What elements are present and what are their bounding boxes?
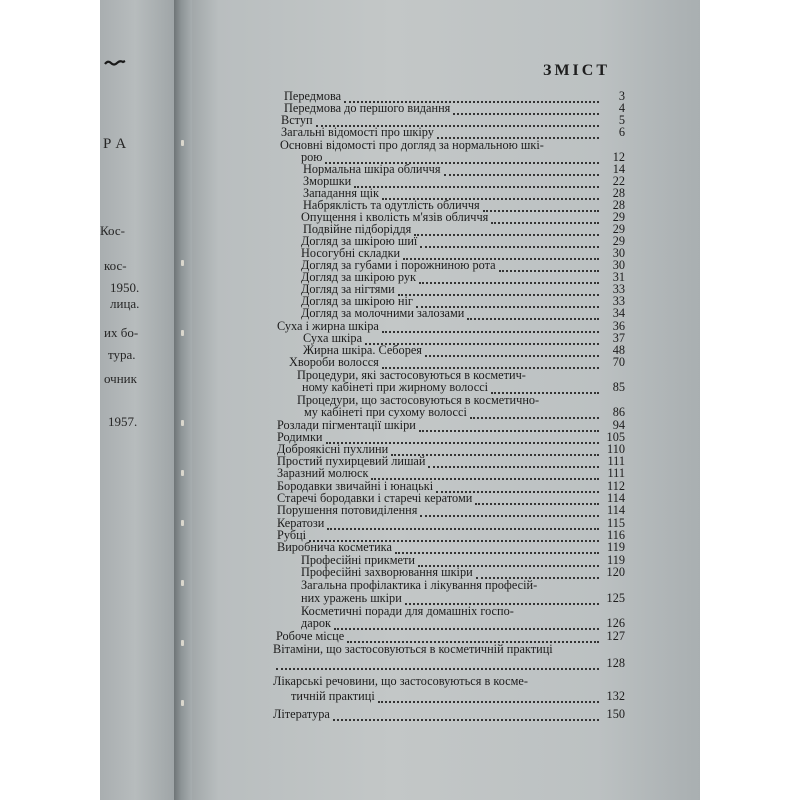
toc-page-number: 22 [612,174,625,188]
toc-entry: му кабінеті при сухому волоссі [304,405,467,419]
toc-entry: ному кабінеті при жирному волоссі [302,380,489,394]
leader-dots [398,292,599,296]
toc-entry: Процедури, що застосовуються в косметично- [297,393,540,407]
leader-dots [333,717,599,721]
toc-page-number: 29 [612,234,625,248]
toc-page-number: 150 [606,707,625,721]
leader-dots [483,208,599,212]
toc-entry: Носогубні складки [301,246,401,260]
toc-page-number: 29 [612,222,625,236]
toc-entry: Догляд за шкірою шиї [301,234,418,248]
toc-page-number: 33 [612,294,625,308]
toc-page-number: 28 [612,186,625,200]
left-fragment-7: тура. [108,347,136,362]
toc-entry: Робоче місце [276,629,345,643]
toc-entry: Література [273,707,330,721]
toc-page-number: 30 [612,246,625,260]
leader-dots [425,353,599,357]
toc-entry: Хвороби волосся [289,355,379,369]
toc-entry: Западання щік [303,186,379,200]
toc-page-number: 111 [607,454,625,468]
leader-dots [414,232,599,236]
toc-entry: них уражень шкіри [301,591,402,605]
toc-page-number: 48 [612,343,625,357]
toc-entry: Загальні відомості про шкіру [281,125,434,139]
leader-dots [334,626,599,630]
toc-page-number: 110 [607,442,625,456]
toc-page-number: 112 [607,479,625,493]
toc-page-number: 28 [612,198,625,212]
toc-entry: Догляд за шкірою рук [301,270,416,284]
toc-title: ЗМІСТ [543,62,610,79]
toc-entry: Догляд за губами і порожниною рота [301,258,496,272]
toc-page-number: 36 [612,319,625,333]
toc-page-number: 5 [618,113,625,127]
toc-entry: Процедури, які застосовуються в косметич- [297,368,526,382]
left-fragment-5: лица. [110,296,140,311]
leader-dots [491,220,599,224]
toc-page-number: 116 [607,528,625,542]
toc-page-number: 29 [612,210,625,224]
left-fragment-8: очник [104,371,137,386]
toc-page-number: 6 [618,125,625,139]
leader-dots [428,464,599,468]
toc-entry: Догляд за шкірою ніг [301,294,413,308]
toc-page-number: 85 [612,380,625,394]
toc-page-number: 128 [606,656,625,670]
toc-entry: Косметичні поради для домашніх госпо- [301,604,514,618]
toc-entry: Догляд за молочними залозами [301,306,465,320]
leader-dots [354,184,599,188]
leader-dots [444,172,600,176]
toc-entry: дарок [301,616,331,630]
leader-dots [382,329,599,333]
leader-dots [395,550,599,554]
toc-entry: Заразний молюск [277,466,369,480]
toc-page-number: 3 [618,89,625,103]
toc-page-number: 30 [612,258,625,272]
toc-entry: тичній практиці [291,689,375,703]
left-fragment-1: РА [103,136,133,152]
toc-page-number: 70 [612,355,625,369]
leader-dots [419,280,599,284]
toc-entry: Загальна профілактика і лікування професій- [301,578,538,592]
toc-entry: Професійні захворювання шкіри [301,565,473,579]
toc-entry: Опущення і кволість м'язів обличчя [301,210,489,224]
toc-page-number: 119 [607,553,625,567]
left-fragment-9: 1957. [108,414,138,429]
toc-entry: Доброякісні пухлини [277,442,389,456]
toc-entry: Суха шкіра [303,331,363,345]
leader-dots [419,428,599,432]
toc-page-number: 115 [607,516,625,530]
leader-dots [378,699,599,703]
toc-entry: Передмова [284,89,342,103]
toc-page-number: 31 [612,270,625,284]
toc-entry: Основні відомості про догляд за нормальною шкі- [280,138,544,152]
toc-entry: Вступ [281,113,313,127]
toc-entry: Порушення потовиділення [277,503,418,517]
leader-dots [499,268,599,272]
leader-dots [327,526,599,530]
toc-entry: Догляд за нігтями [301,282,395,296]
toc-entry: Жирна шкіра. Себорея [303,343,422,357]
leader-dots [470,415,599,419]
toc-page-number: 105 [606,430,625,444]
toc-entry: Суха і жирна шкіра [277,319,379,333]
left-fragment-4: 1950. [110,280,140,295]
toc-page-number: 37 [612,331,625,345]
toc-page-number: 14 [612,162,625,176]
toc-page-number: 4 [618,101,625,115]
toc-entry: Професійні прикмети [301,553,415,567]
toc-page-number: 126 [606,616,625,630]
toc-page-number: 114 [607,491,625,505]
toc-entry: Бородавки звичайні і юнацькі [277,479,434,493]
toc-page-number: 94 [612,418,625,432]
toc-entry: Нормальна шкіра обличчя [303,162,441,176]
toc-entry: Лікарські речовини, що застосовуються в косме- [273,674,528,688]
toc-page-number: 132 [606,689,625,703]
toc-page-number: 12 [612,150,625,164]
toc-entry: Зморшки [303,174,352,188]
leader-dots [467,316,599,320]
toc-page-number: 86 [612,405,625,419]
leader-dots [420,244,599,248]
toc-entry: Старечі бородавки і старечі кератоми [277,491,473,505]
toc-page-number: 34 [612,306,625,320]
toc-entry: Розлади пігментації шкіри [277,418,416,432]
toc-page-number: 111 [607,466,625,480]
leader-dots [276,666,599,670]
toc-entry: Виробнича косметика [277,540,392,554]
toc-entry: Подвійне підборіддя [303,222,412,236]
toc-entry: Простий пухирцевий лишай [277,454,426,468]
leader-dots [475,501,599,505]
toc-page-number: 120 [606,565,625,579]
left-fragment-3: кос- [104,258,127,273]
toc-entry: Передмова до першого видання [284,101,451,115]
toc-entry: Родимки [277,430,323,444]
toc-entry: Рубці [277,528,307,542]
toc-entry: Набряклість та одутлість обличчя [303,198,480,212]
toc-page-number: 127 [606,629,625,643]
toc-page-number: 119 [607,540,625,554]
toc-page-number: 33 [612,282,625,296]
leader-dots [453,111,599,115]
toc-entry: рою [301,150,323,164]
toc-page-number: 125 [606,591,625,605]
left-fragment-6: их бо- [104,325,139,340]
toc-entry: Вітаміни, що застосовуються в косметичній практиці [273,642,553,656]
leader-dots [420,513,599,517]
toc-entry: Кератози [277,516,325,530]
toc-page-number: 114 [607,503,625,517]
left-fragment-2: Кос- [100,223,125,238]
